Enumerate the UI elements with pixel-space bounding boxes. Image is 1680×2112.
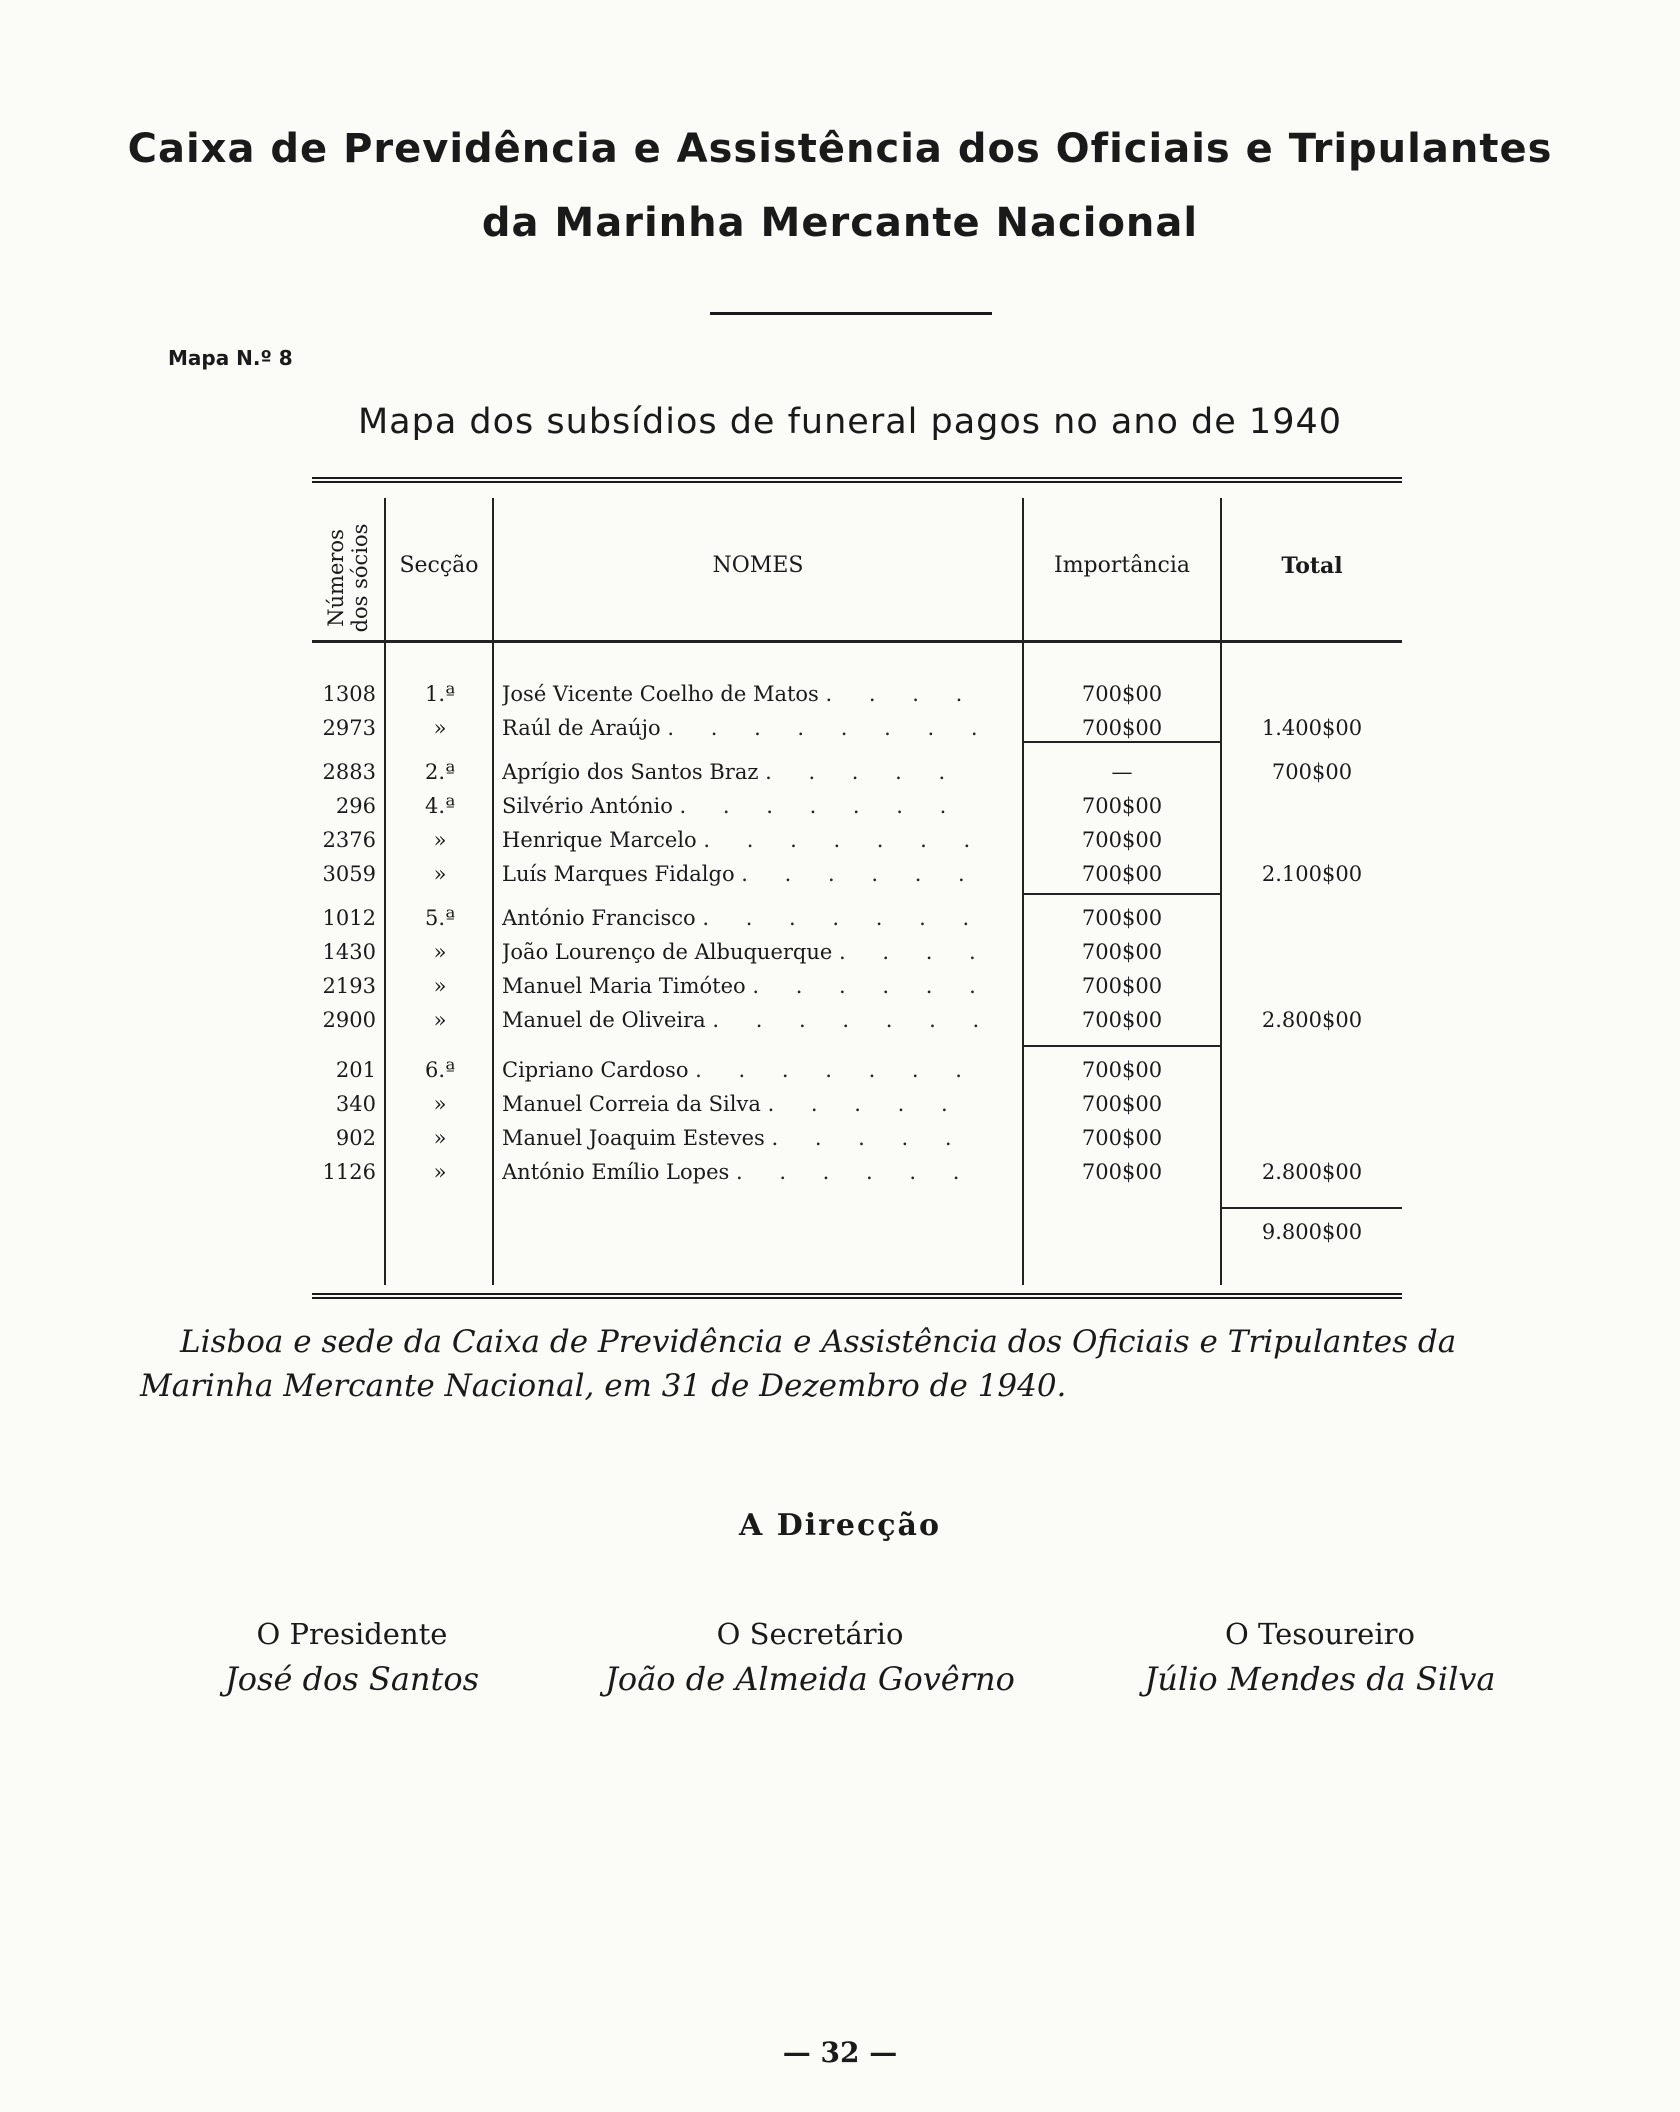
section: 5.ª [424, 906, 455, 930]
header-numeros: Números dos sócios [324, 523, 372, 633]
amount: 700$00 [1081, 1126, 1163, 1150]
table-row [312, 1155, 1402, 1189]
member-name: Manuel Joaquim Esteves [502, 1126, 765, 1150]
member-number: 2193 [322, 974, 376, 998]
header-seccao: Secção [399, 553, 479, 578]
member-number: 3059 [322, 862, 376, 886]
table-row [312, 1121, 1402, 1155]
group-total: 2.100$00 [1261, 862, 1363, 886]
member-number: 2883 [322, 760, 376, 784]
closing-line-1: Lisboa e sede da Caixa de Previdência e Assistência dos Oficiais e Tripulantes da [180, 1324, 1457, 1360]
member-name: Cipriano Cardoso [502, 1058, 689, 1082]
amount: 700$00 [1081, 862, 1163, 886]
member-name: António Emílio Lopes [502, 1160, 730, 1184]
member-name: José Vicente Coelho de Matos [502, 682, 819, 706]
table-row [312, 1053, 1402, 1087]
leader-dots: . . . . . . . . [667, 716, 993, 740]
signatory-role: O Presidente [256, 1617, 448, 1651]
closing-statement [140, 1320, 1570, 1408]
signatory-name: Júlio Mendes da Silva [1144, 1660, 1496, 1698]
title-line-2: da Marinha Mercante Nacional [481, 200, 1199, 246]
amount: 700$00 [1081, 974, 1163, 998]
section: » [433, 974, 447, 998]
closing-line-2: Marinha Mercante Nacional, em 31 de Dezembro de 1940. [140, 1368, 1067, 1404]
section: » [433, 1126, 447, 1150]
member-name-cell [502, 823, 1062, 857]
section: » [433, 862, 447, 886]
leader-dots: . . . . . [771, 1126, 967, 1150]
table-row [312, 823, 1402, 857]
direccao-heading: A Direcção [738, 1508, 941, 1543]
leader-dots: . . . . . . . [679, 794, 962, 818]
signatory-tesoureiro [1110, 1612, 1530, 1702]
leader-dots: . . . . . . . [695, 1058, 977, 1082]
member-number: 1126 [322, 1160, 376, 1184]
table-row [312, 935, 1402, 969]
section: 2.ª [424, 760, 455, 784]
table-row [312, 1087, 1402, 1121]
member-number: 201 [335, 1058, 376, 1082]
table-row [312, 677, 1402, 711]
member-number: 1430 [322, 940, 376, 964]
member-name-cell [502, 755, 1062, 789]
leader-dots: . . . . . . [741, 862, 980, 886]
member-name: Manuel Maria Timóteo [502, 974, 746, 998]
member-number: 340 [335, 1092, 376, 1116]
leader-dots: . . . . [825, 682, 978, 706]
signatory-name: João de Almeida Govêrno [605, 1660, 1015, 1698]
funeral-subsidies-table [312, 477, 1402, 1299]
member-name: Manuel de Oliveira [502, 1008, 706, 1032]
leader-dots: . . . . . [765, 760, 961, 784]
table-row [312, 711, 1402, 745]
title-line-1: Caixa de Previdência e Assistência dos Oficiais e Tripulantes [127, 126, 1553, 172]
table-row [312, 789, 1402, 823]
member-number: 2376 [322, 828, 376, 852]
member-name: João Lourenço de Albuquerque [502, 940, 833, 964]
amount: 700$00 [1081, 906, 1163, 930]
table-row [312, 1003, 1402, 1037]
amount: 700$00 [1081, 1092, 1163, 1116]
title-divider [710, 312, 992, 315]
group-total: 1.400$00 [1261, 716, 1363, 740]
amount: 700$00 [1081, 828, 1163, 852]
member-name-cell [502, 969, 1062, 1003]
group-total: 2.800$00 [1261, 1160, 1363, 1184]
map-number-label: Mapa N.º 8 [168, 346, 293, 370]
amount: 700$00 [1081, 1160, 1163, 1184]
member-name: Manuel Correia da Silva [502, 1092, 761, 1116]
group-rule [1022, 1045, 1220, 1047]
amount: 700$00 [1081, 794, 1163, 818]
member-name: Aprígio dos Santos Braz [502, 760, 759, 784]
member-name-cell [502, 677, 1062, 711]
signatory-role: O Tesoureiro [1225, 1617, 1415, 1651]
group-rule [1022, 893, 1220, 895]
member-name-cell [502, 901, 1062, 935]
grand-total-row [312, 1215, 1402, 1249]
header-total: Total [1281, 553, 1343, 579]
leader-dots: . . . . . . [752, 974, 991, 998]
section: » [433, 1092, 447, 1116]
amount: — [1111, 760, 1133, 784]
leader-dots: . . . . . . [735, 1160, 975, 1184]
member-number: 2973 [322, 716, 376, 740]
leader-dots: . . . . . [767, 1092, 963, 1116]
member-name-cell [502, 711, 1062, 745]
header-importancia: Importância [1054, 553, 1190, 578]
section: 6.ª [424, 1058, 455, 1082]
section: 4.ª [424, 794, 455, 818]
leader-dots: . . . . . . . [702, 906, 985, 930]
map-title: Mapa dos subsídios de funeral pagos no ano de 1940 [357, 402, 1342, 442]
amount: 700$00 [1081, 682, 1163, 706]
member-number: 2900 [322, 1008, 376, 1032]
member-name-cell [502, 1087, 1062, 1121]
member-number: 902 [335, 1126, 376, 1150]
document-title [120, 112, 1560, 260]
member-number: 1012 [322, 906, 376, 930]
member-number: 1308 [322, 682, 376, 706]
amount: 700$00 [1081, 940, 1163, 964]
member-name: António Francisco [502, 906, 696, 930]
member-name: Silvério António [502, 794, 673, 818]
table-row [312, 969, 1402, 1003]
page-number: — 32 — [782, 2036, 898, 2069]
table-row [312, 901, 1402, 935]
amount: 700$00 [1081, 1058, 1163, 1082]
section: 1.ª [424, 682, 455, 706]
grand-total: 9.800$00 [1261, 1220, 1363, 1244]
member-name: Luís Marques Fidalgo [502, 862, 735, 886]
member-name: Raúl de Araújo [502, 716, 661, 740]
leader-dots: . . . . . . . [703, 828, 986, 852]
signatory-role: O Secretário [716, 1617, 904, 1651]
amount: 700$00 [1081, 1008, 1163, 1032]
header-nomes: NOMES [712, 553, 804, 578]
section: » [433, 1008, 447, 1032]
amount: 700$00 [1081, 716, 1163, 740]
group-total: 700$00 [1271, 760, 1353, 784]
table-row [312, 755, 1402, 789]
group-rule [1220, 1207, 1402, 1209]
member-name-cell [502, 1053, 1062, 1087]
leader-dots: . . . . . . . [712, 1008, 995, 1032]
section: » [433, 1160, 447, 1184]
member-number: 296 [335, 794, 376, 818]
header-rule [312, 640, 1402, 643]
member-name-cell [502, 935, 1062, 969]
member-name-cell [502, 1155, 1062, 1189]
member-name-cell [502, 1003, 1062, 1037]
section: » [433, 940, 447, 964]
signatory-presidente [142, 1612, 562, 1702]
section: » [433, 716, 447, 740]
signatory-name: José dos Santos [224, 1660, 480, 1698]
member-name-cell [502, 857, 1062, 891]
member-name-cell [502, 789, 1062, 823]
section: » [433, 828, 447, 852]
leader-dots: . . . . [839, 940, 991, 964]
member-name-cell [502, 1121, 1062, 1155]
signatory-secretario [600, 1612, 1020, 1702]
group-total: 2.800$00 [1261, 1008, 1363, 1032]
member-name: Henrique Marcelo [502, 828, 697, 852]
table-row [312, 857, 1402, 891]
